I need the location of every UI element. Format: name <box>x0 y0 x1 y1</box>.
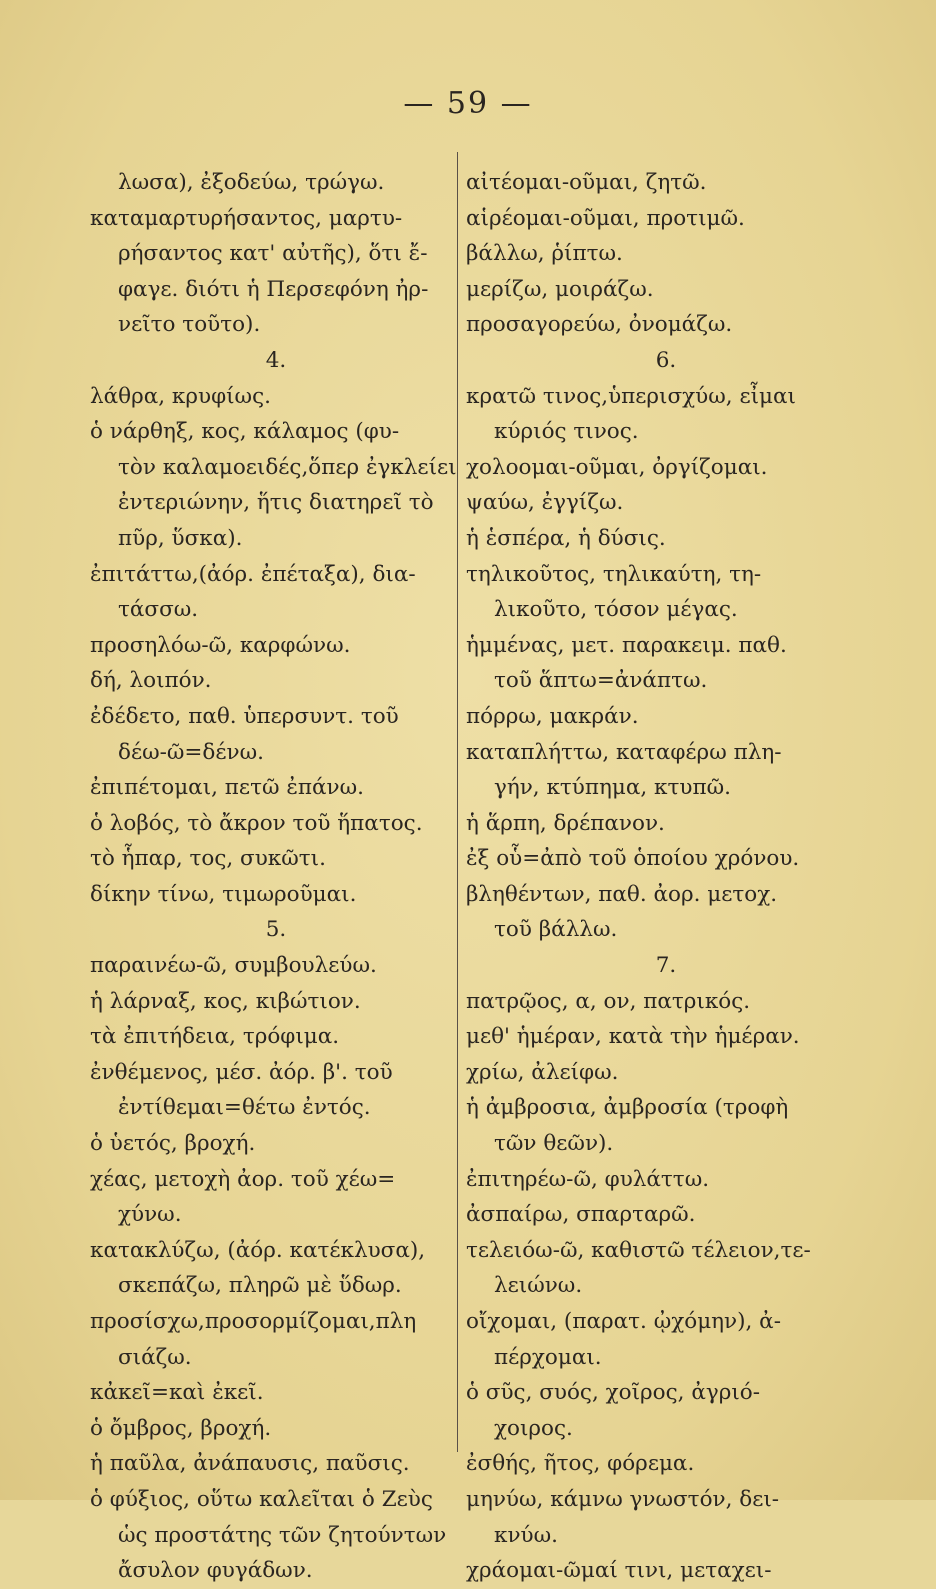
glossary-line: ὁ σῦς, συός, χοῖρος, ἀγριό- <box>466 1380 760 1406</box>
glossary-line: ὁ ὄμβρος, βροχή. <box>90 1415 272 1441</box>
glossary-line: ὁ ὑετός, βροχή. <box>90 1131 256 1157</box>
glossary-line: ἐντίθεμαι=θέτω ἐντός. <box>118 1095 371 1121</box>
glossary-line: ἐντεριώνην, ἥτις διατηρεῖ τὸ <box>118 490 434 516</box>
glossary-line: τὸν καλαμοειδές,ὅπερ ἐγκλείει <box>118 454 457 480</box>
glossary-line: ἐπιτάττω,(ἀόρ. ἐπέταξα), δια- <box>90 561 416 587</box>
glossary-line: πόρρω, μακράν. <box>466 703 639 729</box>
glossary-line: τὰ ἐπιτήδεια, τρόφιμα. <box>90 1024 340 1050</box>
glossary-line: ρήσαντος κατ' αὐτῆς), ὅτι ἔ- <box>118 241 428 267</box>
page-number: — 59 — <box>403 86 533 121</box>
glossary-line: γήν, κτύπημα, κτυπῶ. <box>494 775 731 801</box>
glossary-line: ὁ φύξιος, οὕτω καλεῖται ὁ Ζεὺς <box>90 1486 433 1512</box>
section-number: 7. <box>655 953 677 979</box>
glossary-line: ἐνθέμενος, μέσ. ἀόρ. β'. τοῦ <box>90 1059 393 1085</box>
glossary-line: μερίζω, μοιράζω. <box>466 276 654 302</box>
glossary-line: ἐπιπέτομαι, πετῶ ἐπάνω. <box>90 775 364 801</box>
glossary-line: λωσα), ἐξοδεύω, τρώγω. <box>118 170 385 195</box>
glossary-line: σιάζω. <box>118 1344 192 1370</box>
glossary-line: ψαύω, ἐγγίζω. <box>466 490 624 516</box>
glossary-line: ἐξ οὗ=ἀπὸ τοῦ ὁποίου χρόνου. <box>466 846 800 872</box>
glossary-line: προσίσχω,προσορμίζομαι,πλη <box>90 1309 417 1334</box>
glossary-line: λειώνω. <box>494 1273 583 1299</box>
glossary-line: χολοομαι-οῦμαι, ὀργίζομαι. <box>466 454 768 480</box>
glossary-line: ὁ νάρθηξ, κος, κάλαμος (φυ- <box>90 419 400 445</box>
glossary-line: ἡμμένας, μετ. παρακειμ. παθ. <box>466 632 787 658</box>
glossary-line: παραινέω-ῶ, συμβουλεύω. <box>90 953 377 979</box>
glossary-line: χύνω. <box>118 1202 182 1228</box>
glossary-line: ὡς προστάτης τῶν ζητούντων <box>118 1522 447 1548</box>
glossary-line: βληθέντων, παθ. ἀορ. μετοχ. <box>466 881 778 907</box>
glossary-line: μεθ' ἡμέραν, κατὰ τὴν ἡμέραν. <box>466 1024 800 1050</box>
glossary-line: ἐσθής, ῆτος, φόρεμα. <box>466 1451 695 1477</box>
glossary-line: ἐπιτηρέω-ῶ, φυλάττω. <box>466 1166 710 1192</box>
glossary-line: βάλλω, ῥίπτω. <box>466 241 623 267</box>
glossary-line: χέας, μετοχὴ ἀορ. τοῦ χέω= <box>90 1166 396 1192</box>
section-number: 6. <box>655 347 677 373</box>
glossary-line: προσαγορεύω, ὀνομάζω. <box>466 312 733 338</box>
glossary-line: κύριός τινος. <box>494 419 639 445</box>
glossary-line: αἱρέομαι-οῦμαι, προτιμῶ. <box>466 205 745 231</box>
glossary-line: τοῦ βάλλω. <box>494 917 618 943</box>
glossary-line: λικοῦτο, τόσον μέγας. <box>494 597 738 623</box>
right-column <box>466 165 866 1589</box>
glossary-line: κατακλύζω, (ἀόρ. κατέκλυσα), <box>90 1237 426 1263</box>
glossary-line: αἰτέομαι-οῦμαι, ζητῶ. <box>466 170 707 195</box>
glossary-line: πέρχομαι. <box>494 1344 602 1370</box>
glossary-line: καταμαρτυρήσαντος, μαρτυ- <box>90 205 403 231</box>
glossary-line: προσηλόω-ῶ, καρφώνω. <box>90 632 351 658</box>
glossary-line: ἡ λάρναξ, κος, κιβώτιον. <box>90 988 361 1014</box>
glossary-line: ἐδέδετο, παθ. ὑπερσυντ. τοῦ <box>90 703 399 729</box>
glossary-line: χράομαι-ῶμαί τινι, μεταχει- <box>466 1558 772 1584</box>
glossary-line: οἴχομαι, (παρατ. ᾠχόμην), ἀ- <box>466 1309 781 1334</box>
glossary-line: πατρῷος, α, ον, πατρικός. <box>466 988 751 1014</box>
glossary-line: χρίω, ἀλείφω. <box>466 1059 619 1085</box>
glossary-line: ἄσυλον φυγάδων. <box>118 1558 313 1584</box>
glossary-line: ἡ ἑσπέρα, ἡ δύσις. <box>466 525 666 551</box>
section-number: 4. <box>265 347 287 373</box>
glossary-line: λάθρα, κρυφίως. <box>90 383 271 409</box>
glossary-line: καταπλήττω, καταφέρω πλη- <box>466 739 782 765</box>
glossary-line: δέω-ῶ=δένω. <box>118 739 264 765</box>
glossary-line: κἀκεῖ=καὶ ἐκεῖ. <box>90 1380 264 1406</box>
glossary-line: νεῖτο τοῦτο). <box>118 312 261 338</box>
glossary-line: ἡ ἀμβροσια, ἀμβροσία (τροφὴ <box>466 1095 789 1121</box>
glossary-line: δίκην τίνω, τιμωροῦμαι. <box>90 881 357 907</box>
glossary-line: ἡ παῦλα, ἀνάπαυσις, παῦσις. <box>90 1451 410 1477</box>
glossary-line: σκεπάζω, πληρῶ μὲ ὕδωρ. <box>118 1273 402 1299</box>
glossary-line: τὸ ἧπαρ, τος, συκῶτι. <box>90 846 326 872</box>
glossary-line: δή, λοιπόν. <box>90 668 212 694</box>
glossary-line: τάσσω. <box>118 597 199 623</box>
glossary-line: κνύω. <box>494 1522 558 1548</box>
glossary-line: ἡ ἅρπη, δρέπανον. <box>466 810 665 836</box>
glossary-line: τοῦ ἅπτω=ἀνάπτω. <box>494 668 708 694</box>
glossary-line: φαγε. διότι ἡ Περσεφόνη ἠρ- <box>118 276 429 302</box>
glossary-line: χοιρος. <box>494 1415 573 1441</box>
glossary-line: πῦρ, ὕσκα). <box>118 525 243 551</box>
glossary-line: ὁ λοβός, τὸ ἄκρον τοῦ ἥπατος. <box>90 810 423 836</box>
glossary-line: τηλικοῦτος, τηλικαύτη, τη- <box>466 561 762 587</box>
glossary-line: κρατῶ τινος,ὑπερισχύω, εἶμαι <box>466 383 796 409</box>
glossary-line: ἀσπαίρω, σπαρταρῶ. <box>466 1202 696 1228</box>
left-column <box>90 165 462 1589</box>
glossary-line: μηνύω, κάμνω γνωστόν, δει- <box>466 1486 780 1512</box>
glossary-line: τελειόω-ῶ, καθιστῶ τέλειον,τε- <box>466 1237 811 1263</box>
section-number: 5. <box>265 917 287 943</box>
glossary-line: τῶν θεῶν). <box>494 1131 614 1157</box>
